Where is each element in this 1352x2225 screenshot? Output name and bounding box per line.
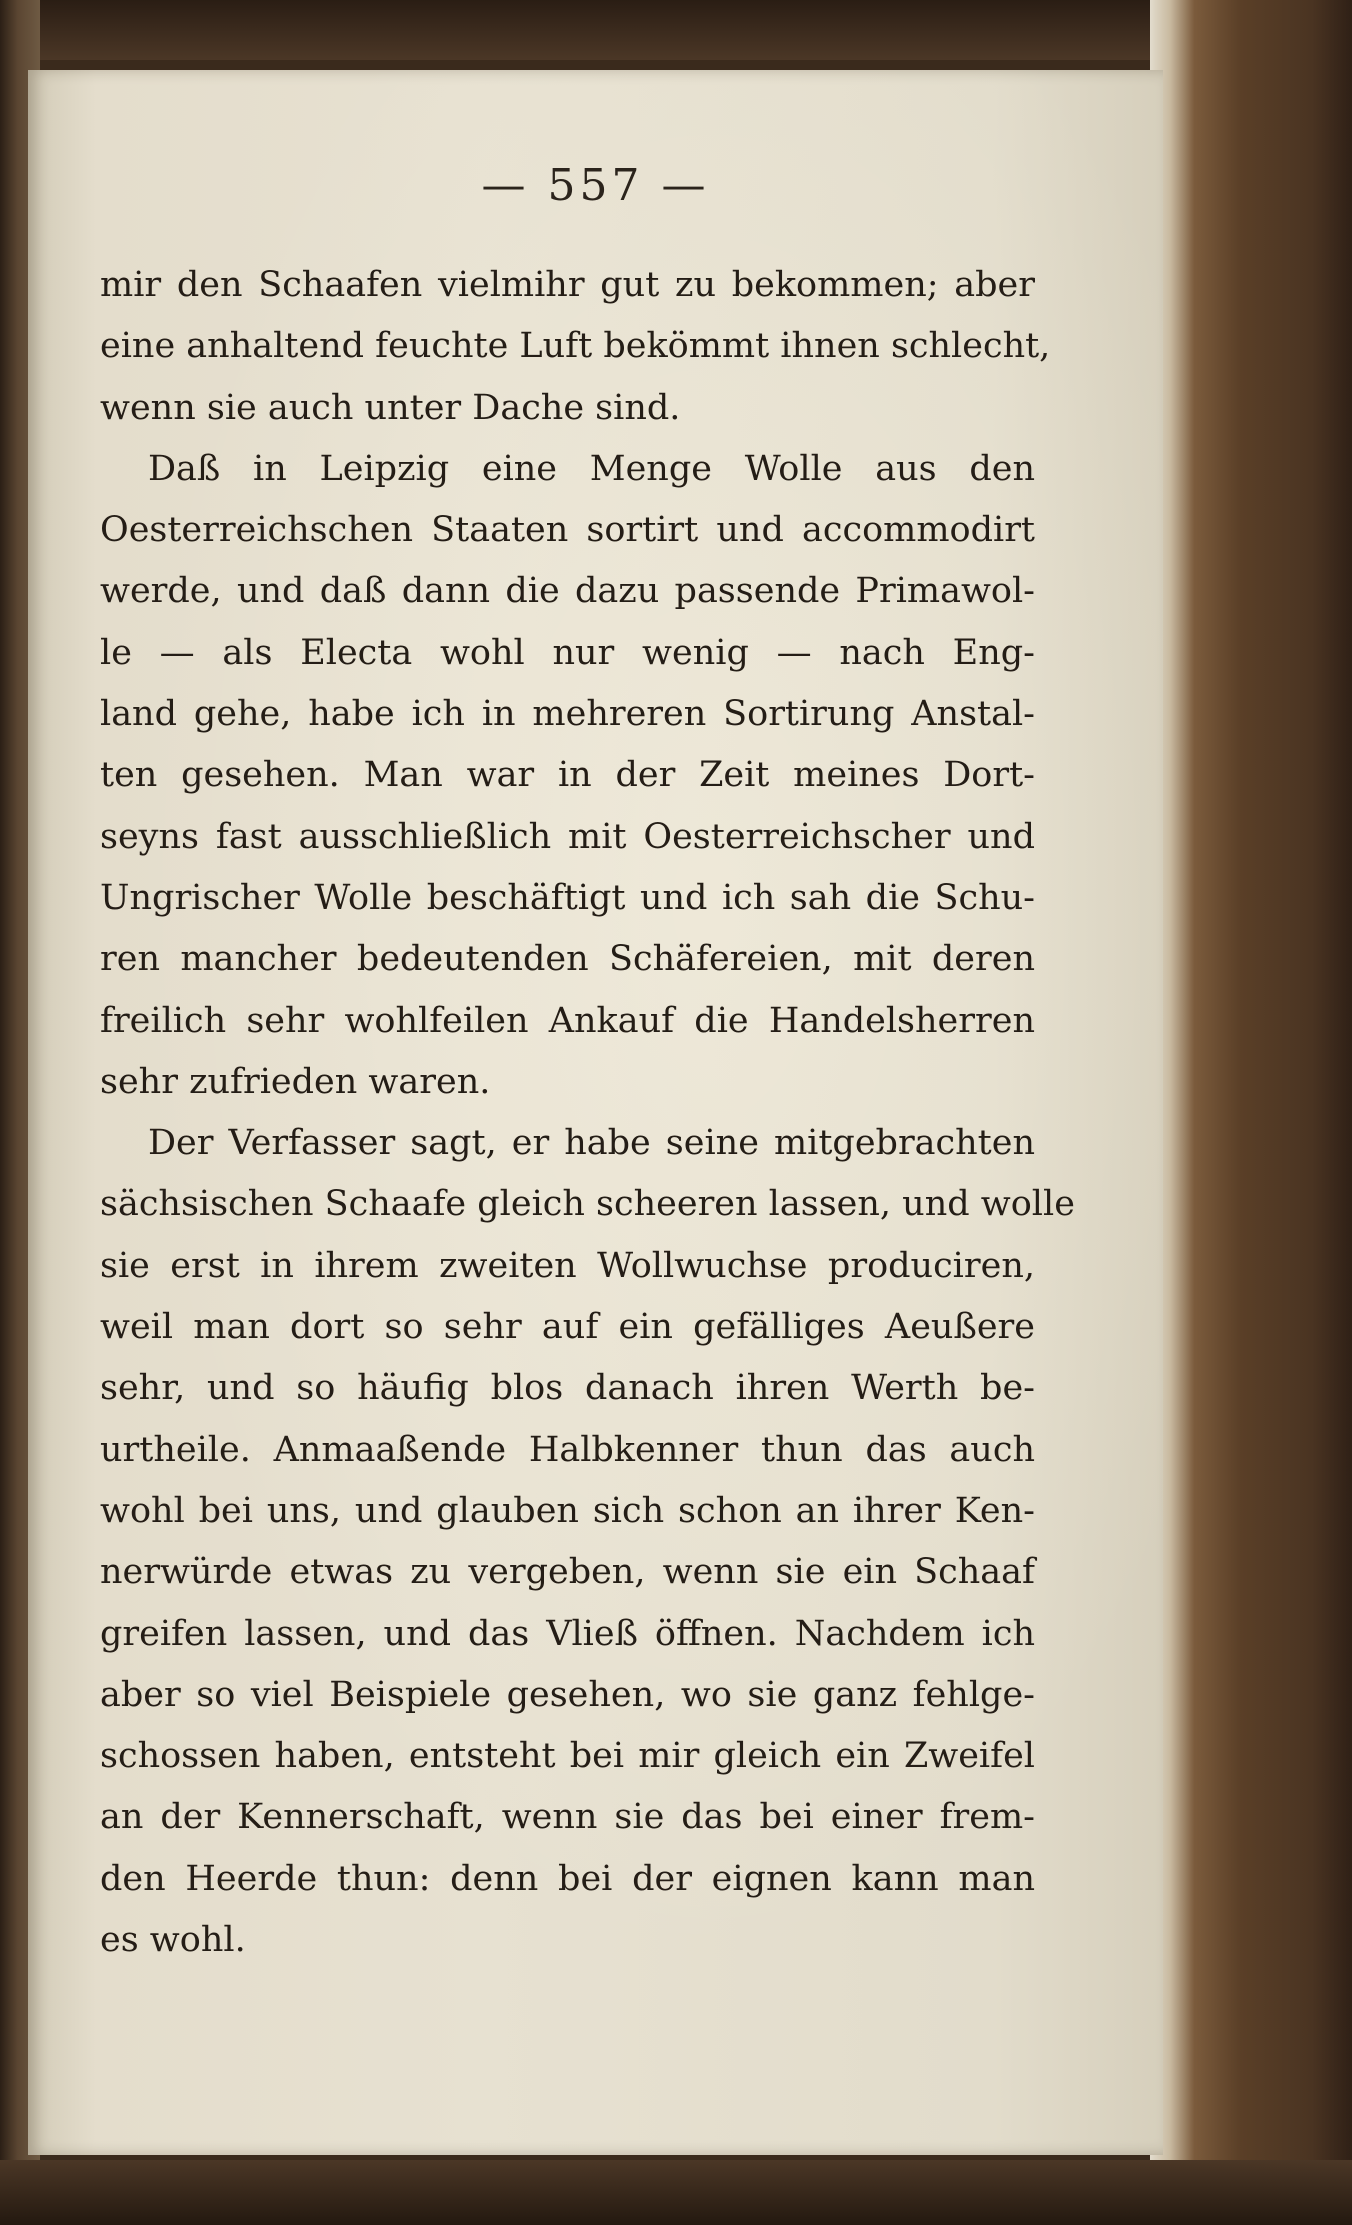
text-line: seyns fast ausschließlich mit Oesterreichscher und [100, 816, 1035, 857]
text-line: ten gesehen. Man war in der Zeit meines Dort- [100, 755, 1035, 796]
text-line: le — als Electa wohl nur wenig — nach Eng- [100, 632, 1035, 673]
text-line: mir den Schaafen vielmihr gut zu bekommen; aber [100, 265, 1035, 305]
text-line: sehr zufrieden waren. [100, 1061, 491, 1102]
text-line: Oesterreichschen Staaten sortirt und accommodirt [100, 510, 1035, 551]
text-line: Ungrischer Wolle beschäftigt und ich sah die Schu- [100, 877, 1035, 918]
scan-background-bottom [0, 2160, 1352, 2225]
text-line: es wohl. [100, 1920, 246, 1961]
text-line: sie erst in ihrem zweiten Wollwuchse produciren, [100, 1245, 1035, 1286]
text-line: weil man dort so sehr auf ein gefälliges Aeußere [100, 1307, 1035, 1348]
text-line: schossen haben, entsteht bei mir gleich ein Zweifel [100, 1736, 1035, 1777]
text-line: wohl bei uns, und glauben sich schon an ihrer Ken- [100, 1490, 1035, 1531]
text-line: urtheile. Anmaaßende Halbkenner thun das auch [100, 1429, 1035, 1470]
text-line: eine anhaltend feuchte Luft bekömmt ihnen schlecht, [100, 326, 1051, 367]
text-line: an der Kennerschaft, wenn sie das bei einer frem- [100, 1797, 1035, 1838]
text-line: ren mancher bedeutenden Schäfereien, mit deren [100, 939, 1035, 980]
page-number: — 557 — [481, 160, 710, 211]
text-line: werde, und daß dann die dazu passende Primawol- [100, 571, 1035, 612]
text-line: aber so viel Beispiele gesehen, wo sie ganz fehlge- [100, 1674, 1035, 1715]
text-line: Der Verfasser sagt, er habe seine mitgebrachten [148, 1123, 1035, 1164]
text-line: land gehe, habe ich in mehreren Sortirung Anstal- [100, 694, 1035, 735]
book-page [28, 70, 1163, 2155]
text-line: freilich sehr wohlfeilen Ankauf die Handelsherren [100, 1000, 1035, 1041]
text-line: greifen lassen, und das Vließ öffnen. Nachdem ich [100, 1613, 1035, 1654]
text-line: wenn sie auch unter Dache sind. [100, 387, 681, 428]
text-line: Daß in Leipzig eine Menge Wolle aus den [148, 448, 1035, 489]
text-line: sehr, und so häufig blos danach ihren Werth be- [100, 1368, 1035, 1409]
book-edge-right [1150, 0, 1352, 2225]
text-line: nerwürde etwas zu vergeben, wenn sie ein Schaaf [100, 1552, 1035, 1593]
page-body-text [100, 255, 1075, 1971]
text-line: sächsischen Schaafe gleich scheeren lassen, und wolle [100, 1184, 1075, 1225]
text-line: den Heerde thun: denn bei der eignen kann man [100, 1858, 1035, 1899]
